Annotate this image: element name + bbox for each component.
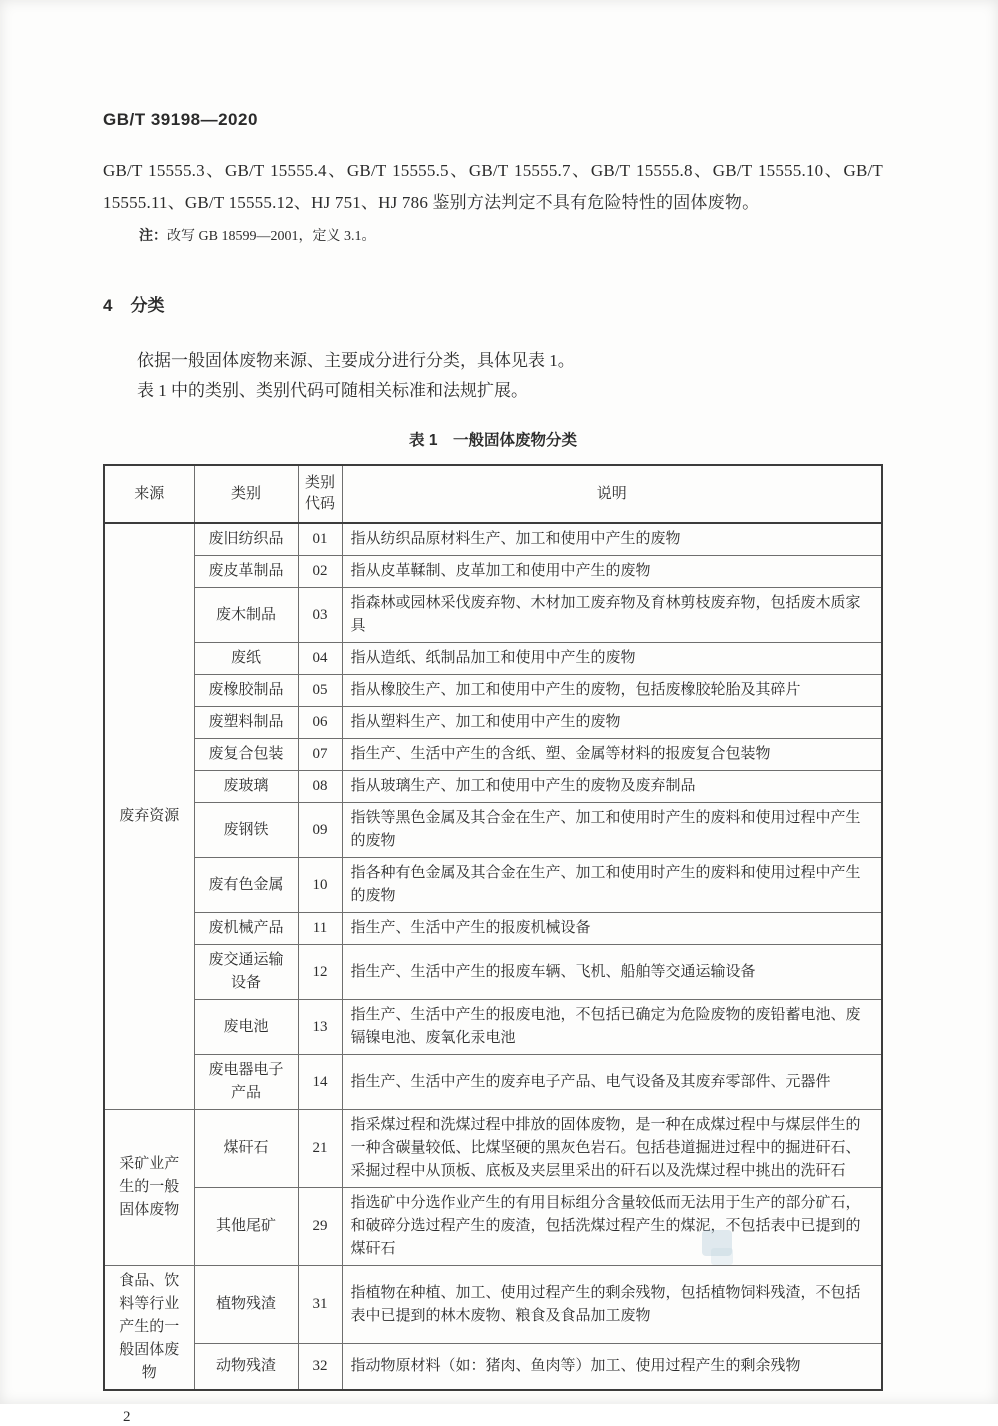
category-cell: 废有色金属 — [194, 858, 298, 913]
header-code: 类别代码 — [298, 465, 342, 523]
table-row — [104, 913, 882, 945]
source-cell: 采矿业产生的一般固体废物 — [104, 1110, 194, 1266]
note-label: 注： — [139, 227, 167, 243]
category-cell: 动物残渣 — [194, 1344, 298, 1390]
code-cell: 06 — [298, 707, 342, 739]
section-paragraph: 表 1 中的类别、类别代码可随相关标准和法规扩展。 — [137, 381, 528, 400]
description-cell: 指从橡胶生产、加工和使用中产生的废物，包括废橡胶轮胎及其碎片 — [342, 675, 882, 707]
description-cell: 指动物原材料（如：猪肉、鱼肉等）加工、使用过程产生的剩余残物 — [342, 1344, 882, 1390]
category-cell: 废交通运输设备 — [194, 945, 298, 1000]
code-cell: 01 — [298, 523, 342, 556]
table-row — [104, 523, 882, 556]
code-cell: 02 — [298, 556, 342, 588]
code-cell: 11 — [298, 913, 342, 945]
description-cell: 指从纺织品原材料生产、加工和使用中产生的废物 — [342, 523, 882, 556]
category-cell: 废电器电子产品 — [194, 1055, 298, 1110]
description-cell: 指生产、生活中产生的报废车辆、飞机、船舶等交通运输设备 — [342, 945, 882, 1000]
category-cell: 煤矸石 — [194, 1110, 298, 1188]
table-row — [104, 771, 882, 803]
standard-number-header: GB/T 39198—2020 — [103, 110, 258, 129]
source-cell: 废弃资源 — [104, 523, 194, 1110]
category-cell: 废纸 — [194, 643, 298, 675]
table-row — [104, 803, 882, 858]
table-row — [104, 1000, 882, 1055]
description-cell: 指生产、生活中产生的废弃电子产品、电气设备及其废弃零部件、元器件 — [342, 1055, 882, 1110]
preamble-paragraph: GB/T 15555.3、GB/T 15555.4、GB/T 15555.5、GB/T 15555.7、GB/T 15555.8、GB/T 15555.10、GB/T 15555.11、GB/T 15555.12、HJ 751、HJ 786 鉴别方法判定不具有危险特性的固体废物。 — [103, 161, 883, 212]
table-row — [104, 945, 882, 1000]
table-row — [104, 643, 882, 675]
table-body — [104, 523, 882, 1390]
table-row — [104, 1110, 882, 1188]
table-row — [104, 1188, 882, 1266]
table-row — [104, 1344, 882, 1390]
description-cell: 指铁等黑色金属及其合金在生产、加工和使用时产生的废料和使用过程中产生的废物 — [342, 803, 882, 858]
category-cell: 废机械产品 — [194, 913, 298, 945]
table-row — [104, 675, 882, 707]
section-number: 4 — [103, 296, 113, 315]
description-cell: 指从塑料生产、加工和使用中产生的废物 — [342, 707, 882, 739]
header-source: 来源 — [104, 465, 194, 523]
code-cell: 29 — [298, 1188, 342, 1266]
header-description: 说明 — [342, 465, 882, 523]
table-row — [104, 858, 882, 913]
description-cell: 指从造纸、纸制品加工和使用中产生的废物 — [342, 643, 882, 675]
table-row — [104, 707, 882, 739]
description-cell: 指生产、生活中产生的含纸、塑、金属等材料的报废复合包装物 — [342, 739, 882, 771]
section-heading — [103, 291, 883, 316]
page-content — [103, 0, 883, 1426]
description-cell: 指生产、生活中产生的报废电池，不包括已确定为危险废物的废铅蓄电池、废镉镍电池、废氧化汞电池 — [342, 1000, 882, 1055]
description-cell: 指采煤过程和洗煤过程中排放的固体废物，是一种在成煤过程中与煤层伴生的一种含碳量较低、比煤坚硬的黑灰色岩石。包括巷道掘进过程中的掘进矸石、采掘过程中从顶板、底板及夹层里采出的矸石以及洗煤过程中挑出的洗矸石 — [342, 1110, 882, 1188]
category-cell: 废皮革制品 — [194, 556, 298, 588]
code-cell: 21 — [298, 1110, 342, 1188]
code-cell: 07 — [298, 739, 342, 771]
category-cell: 废玻璃 — [194, 771, 298, 803]
note-line — [103, 223, 883, 249]
source-cell: 食品、饮料等行业产生的一般固体废物 — [104, 1266, 194, 1391]
table-row — [104, 1055, 882, 1110]
note-text: 改写 GB 18599—2001，定义 3.1。 — [167, 229, 376, 244]
code-cell: 08 — [298, 771, 342, 803]
code-cell: 31 — [298, 1266, 342, 1344]
table-row — [104, 556, 882, 588]
code-cell: 05 — [298, 675, 342, 707]
code-cell: 10 — [298, 858, 342, 913]
description-cell: 指从皮革鞣制、皮革加工和使用中产生的废物 — [342, 556, 882, 588]
description-cell: 指选矿中分选作业产生的有用目标组分含量较低而无法用于生产的部分矿石，和破碎分选过程产生的废渣，包括洗煤过程产生的煤泥，不包括表中已提到的煤矸石 — [342, 1188, 882, 1266]
section-paragraphs — [103, 346, 883, 406]
watermark — [702, 1230, 732, 1256]
section-title: 分类 — [130, 296, 165, 315]
header-category: 类别 — [194, 465, 298, 523]
description-cell: 指植物在种植、加工、使用过程产生的剩余残物，包括植物饲料残渣，不包括表中已提到的林木废物、粮食及食品加工废物 — [342, 1266, 882, 1344]
code-cell: 09 — [298, 803, 342, 858]
category-cell: 植物残渣 — [194, 1266, 298, 1344]
category-cell: 其他尾矿 — [194, 1188, 298, 1266]
category-cell: 废复合包装 — [194, 739, 298, 771]
table-row — [104, 588, 882, 643]
category-cell: 废旧纺织品 — [194, 523, 298, 556]
code-cell: 14 — [298, 1055, 342, 1110]
code-cell: 12 — [298, 945, 342, 1000]
page-number: 2 — [123, 1409, 131, 1425]
classification-table — [103, 464, 883, 1391]
description-cell: 指各种有色金属及其合金在生产、加工和使用时产生的废料和使用过程中产生的废物 — [342, 858, 882, 913]
code-cell: 03 — [298, 588, 342, 643]
code-cell: 13 — [298, 1000, 342, 1055]
category-cell: 废橡胶制品 — [194, 675, 298, 707]
table-header-row — [104, 465, 882, 523]
category-cell: 废电池 — [194, 1000, 298, 1055]
category-cell: 废塑料制品 — [194, 707, 298, 739]
table-row — [104, 1266, 882, 1344]
code-cell: 32 — [298, 1344, 342, 1390]
table-caption: 表 1 一般固体废物分类 — [409, 432, 577, 449]
category-cell: 废木制品 — [194, 588, 298, 643]
description-cell: 指生产、生活中产生的报废机械设备 — [342, 913, 882, 945]
description-cell: 指从玻璃生产、加工和使用中产生的废物及废弃制品 — [342, 771, 882, 803]
code-cell: 04 — [298, 643, 342, 675]
table-row — [104, 739, 882, 771]
description-cell: 指森林或园林采伐废弃物、木材加工废弃物及育林剪枝废弃物，包括废木质家具 — [342, 588, 882, 643]
section-paragraph: 依据一般固体废物来源、主要成分进行分类，具体见表 1。 — [137, 351, 575, 370]
category-cell: 废钢铁 — [194, 803, 298, 858]
